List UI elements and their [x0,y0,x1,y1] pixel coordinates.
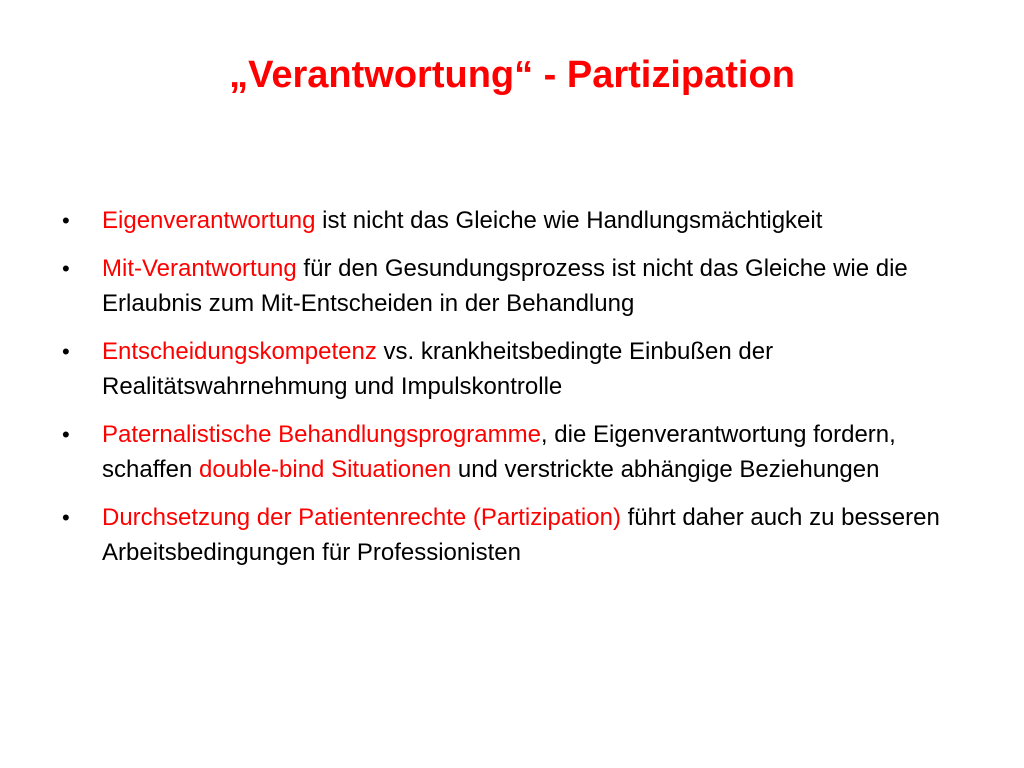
slide-title: „Verantwortung“ - Partizipation [229,54,795,96]
bullet-highlight-text: Durchsetzung der Patientenrechte (Partizipation) [102,504,621,531]
bullet-icon: • [62,256,70,281]
bullet-highlight-text: Entscheidungskompetenz [102,338,377,365]
bullet-highlight-text: Eigenverantwortung [102,207,316,234]
bullet-highlight-text: Paternalistische Behandlungsprogramme [102,421,541,448]
bullet-icon: • [62,208,70,233]
bullet-icon: • [62,422,70,447]
bullet-item [62,417,982,487]
bullet-text: für den Gesundungsprozess ist nicht das Gleiche wie die Erlaubnis zum Mit-Entscheiden in der Behandlung [102,255,908,317]
bullet-text: vs. krankheitsbedingte Einbußen der Realitätswahrnehmung und Impulskontrolle [102,338,774,400]
bullet-icon: • [62,505,70,530]
bullet-text: führt daher auch zu besseren Arbeitsbedingungen für Professionisten [102,504,940,566]
bullet-text: und verstrickte abhängige Beziehungen [451,456,880,483]
bullet-text: ist nicht das Gleiche wie Handlungsmächtigkeit [315,207,823,234]
bullet-highlight-text: Mit-Verantwortung [102,255,297,282]
bullet-item [62,500,982,570]
bullet-icon: • [62,339,70,364]
bullet-item [62,334,982,404]
bullet-list [62,203,982,583]
bullet-item [62,203,982,238]
bullet-highlight-text: double-bind Situationen [198,456,452,483]
bullet-item [62,251,982,321]
bullet-text: , die Eigenverantwortung fordern, schaffen [102,421,896,483]
